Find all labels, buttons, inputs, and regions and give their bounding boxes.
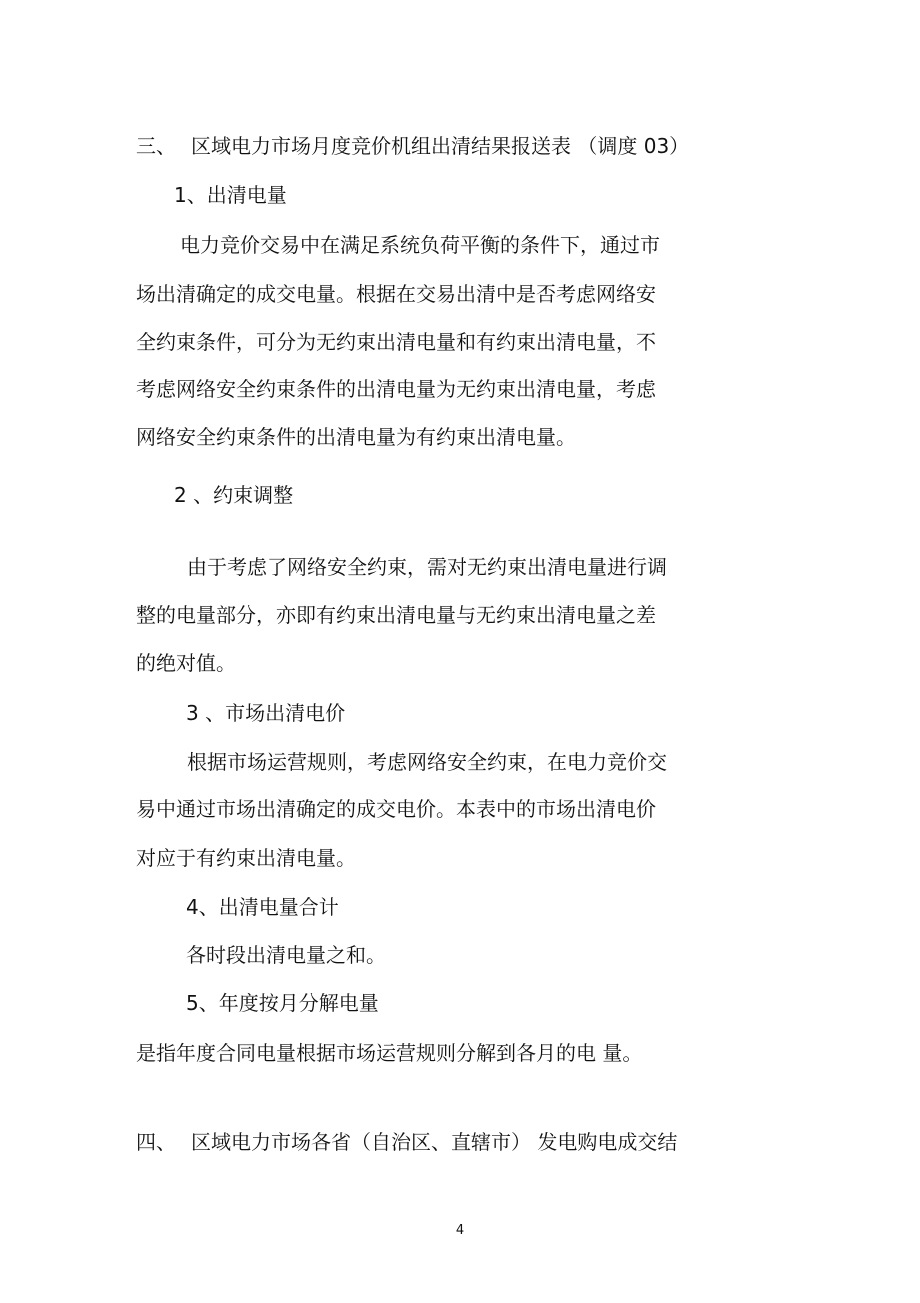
item-1-paragraph-line: 场出清确定的成交电量。根据在交易出清中是否考虑网络安 [136, 282, 656, 306]
section-four-number: 四、 [136, 1130, 176, 1154]
page-number: 4 [455, 1223, 465, 1238]
item-3-title: 3 、市场出清电价 [186, 701, 346, 725]
item-3-paragraph-line: 易中通过市场出清确定的成交电价。本表中的市场出清电价 [136, 797, 656, 821]
item-2-title: 2 、约束调整 [174, 483, 294, 507]
item-1-title: 1、出清电量 [174, 183, 287, 207]
section-three-number: 三、 [136, 134, 176, 158]
item-1-paragraph-line: 网络安全约束条件的出清电量为有约束出清电量。 [136, 425, 576, 449]
item-3-paragraph-line: 对应于有约束出清电量。 [136, 846, 356, 870]
item-1-paragraph-line: 考虑网络安全约束条件的出清电量为无约束出清电量，考虑 [136, 377, 656, 401]
item-2-paragraph-line: 由于考虑了网络安全约束，需对无约束出清电量进行调 [187, 555, 667, 579]
section-four-heading: 区域电力市场各省（自治区、直辖市） 发电购电成交结 [191, 1130, 678, 1154]
item-1-paragraph-line: 电力竞价交易中在满足系统负荷平衡的条件下，通过市 [180, 233, 660, 257]
item-1-paragraph-line: 全约束条件，可分为无约束出清电量和有约束出清电量，不 [136, 330, 656, 354]
item-2-paragraph-line: 的绝对值。 [136, 651, 236, 675]
item-4-title: 4、出清电量合计 [186, 895, 339, 919]
item-5-paragraph-line: 是指年度合同电量根据市场运营规则分解到各月的电 量。 [136, 1041, 643, 1065]
section-three-heading: 区域电力市场月度竞价机组出清结果报送表 （调度 03） [191, 134, 690, 158]
item-3-paragraph-line: 根据市场运营规则，考虑网络安全约束，在电力竞价交 [187, 750, 667, 774]
item-5-title: 5、年度按月分解电量 [186, 991, 379, 1015]
item-4-paragraph-line: 各时段出清电量之和。 [186, 943, 386, 967]
item-2-paragraph-line: 整的电量部分，亦即有约束出清电量与无约束出清电量之差 [136, 603, 656, 627]
